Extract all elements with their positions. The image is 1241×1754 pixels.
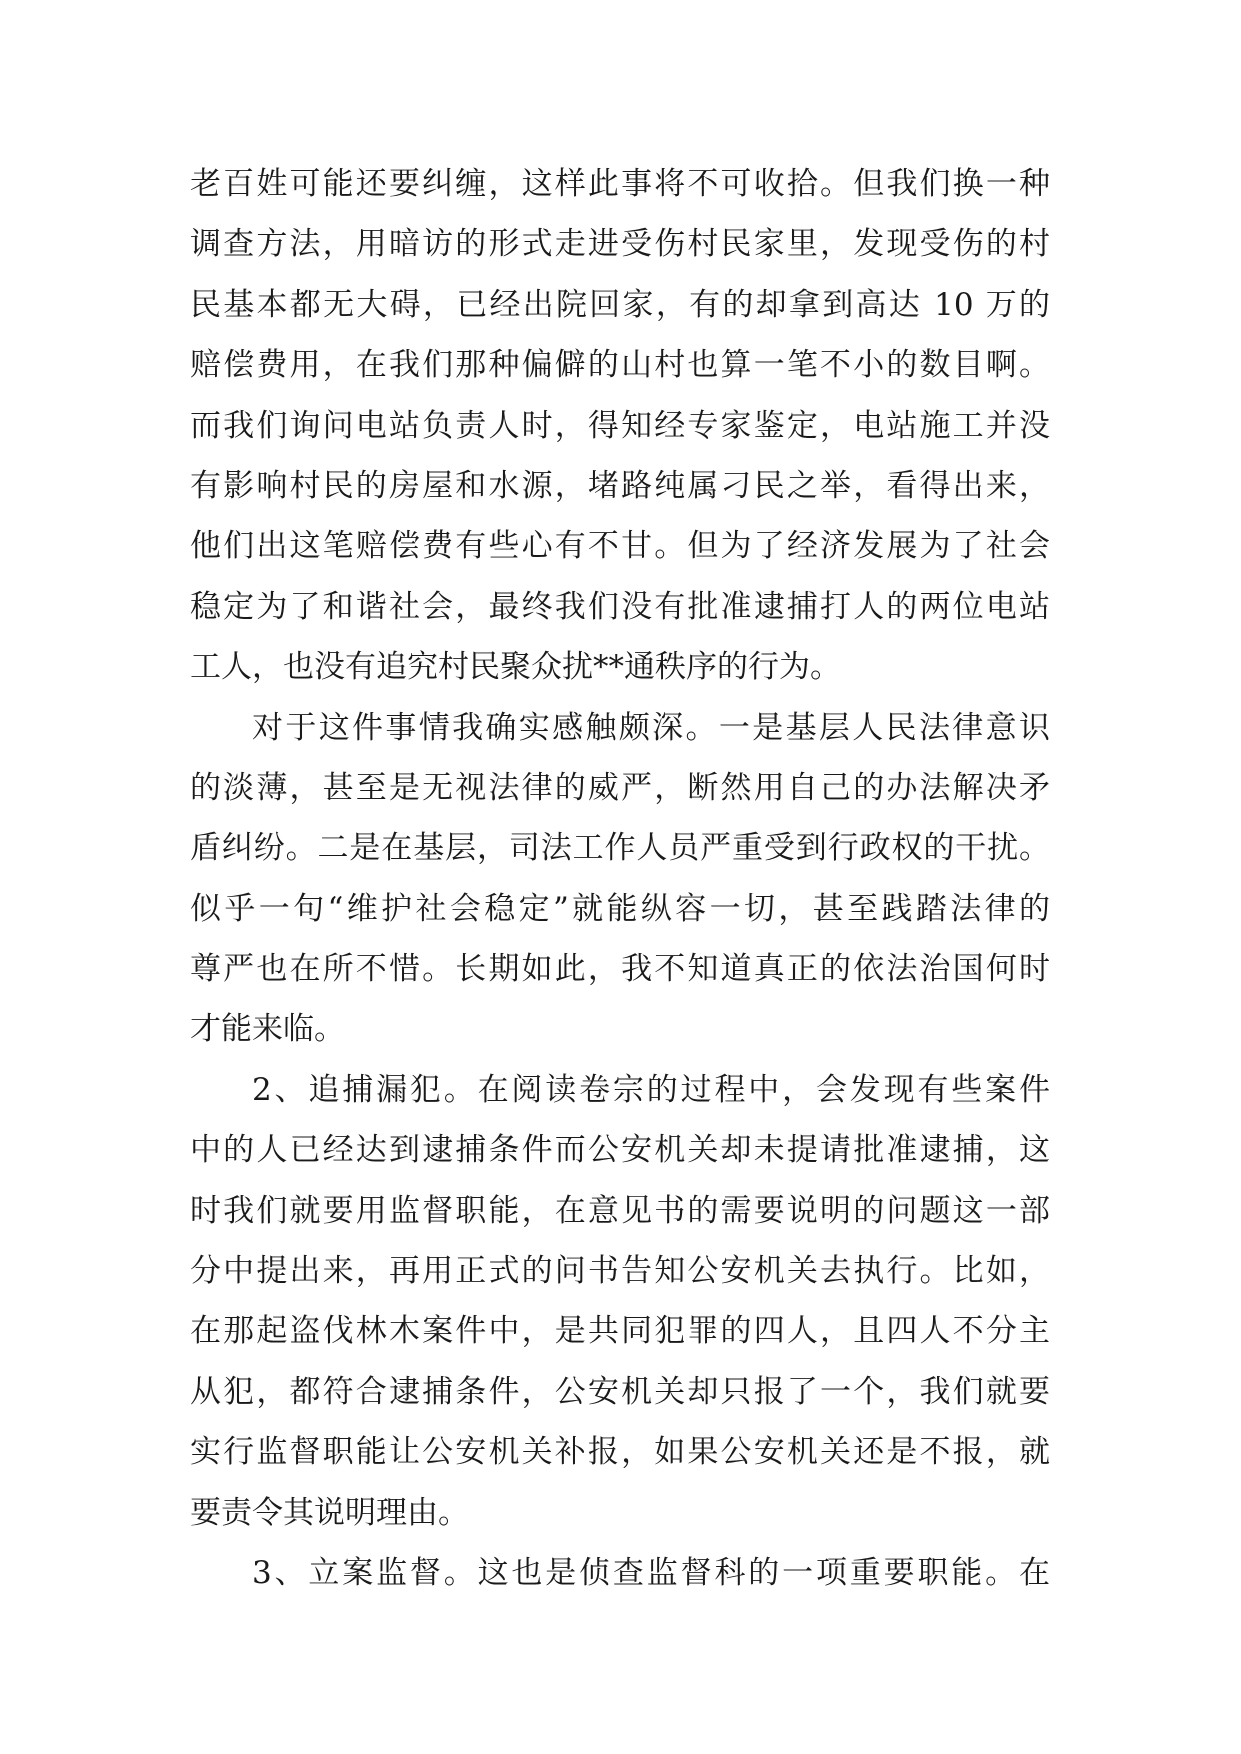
text-line: 分中提出来，再用正式的问书告知公安机关去执行。比如， xyxy=(190,1253,1050,1290)
text-line: 他们出这笔赔偿费有些心有不甘。但为了经济发展为了社会 xyxy=(190,528,1050,565)
body-text xyxy=(190,154,1050,1603)
text-line: 从犯，都符合逮捕条件，公安机关却只报了一个，我们就要 xyxy=(190,1373,1050,1410)
text-line: 工人，也没有追究村民聚众扰**通秩序的行为。 xyxy=(190,649,841,686)
text-line: 而我们询问电站负责人时，得知经专家鉴定，电站施工并没 xyxy=(190,407,1050,444)
text-line: 要责令其说明理由。 xyxy=(190,1494,469,1531)
text-line: 中的人已经达到逮捕条件而公安机关却未提请批准逮捕，这 xyxy=(190,1132,1050,1169)
text-line: 的淡薄，甚至是无视法律的威严，断然用自己的办法解决矛 xyxy=(190,769,1050,806)
text-line: 似乎一句“维护社会稳定”就能纵容一切，甚至践踏法律的 xyxy=(190,890,1050,927)
paragraph-first-line: 2、追捕漏犯。在阅读卷宗的过程中，会发现有些案件 xyxy=(252,1071,1050,1108)
text-line: 赔偿费用，在我们那种偏僻的山村也算一笔不小的数目啊。 xyxy=(190,347,1050,384)
text-line: 老百姓可能还要纠缠，这样此事将不可收拾。但我们换一种 xyxy=(190,166,1050,202)
paragraph-first-line: 对于这件事情我确实感触颇深。一是基层人民法律意识 xyxy=(252,709,1050,746)
text-line: 盾纠纷。二是在基层，司法工作人员严重受到行政权的干扰。 xyxy=(190,830,1050,867)
paragraph-first-line: 3、立案监督。这也是侦查监督科的一项重要职能。在 xyxy=(252,1554,1050,1591)
text-line: 有影响村民的房屋和水源，堵路纯属刁民之举，看得出来， xyxy=(190,467,1050,504)
text-line: 实行监督职能让公安机关补报，如果公安机关还是不报，就 xyxy=(190,1434,1050,1471)
text-line: 调查方法，用暗访的形式走进受伤村民家里，发现受伤的村 xyxy=(190,226,1050,263)
text-line: 尊严也在所不惜。长期如此，我不知道真正的依法治国何时 xyxy=(190,951,1050,988)
text-line: 民基本都无大碍，已经出院回家，有的却拿到高达 10 万的 xyxy=(190,286,1050,323)
text-line: 才能来临。 xyxy=(190,1011,345,1048)
text-line: 时我们就要用监督职能，在意见书的需要说明的问题这一部 xyxy=(190,1192,1050,1229)
text-line: 在那起盗伐林木案件中，是共同犯罪的四人，且四人不分主 xyxy=(190,1313,1050,1350)
text-line: 稳定为了和谐社会，最终我们没有批准逮捕打人的两位电站 xyxy=(190,588,1050,625)
